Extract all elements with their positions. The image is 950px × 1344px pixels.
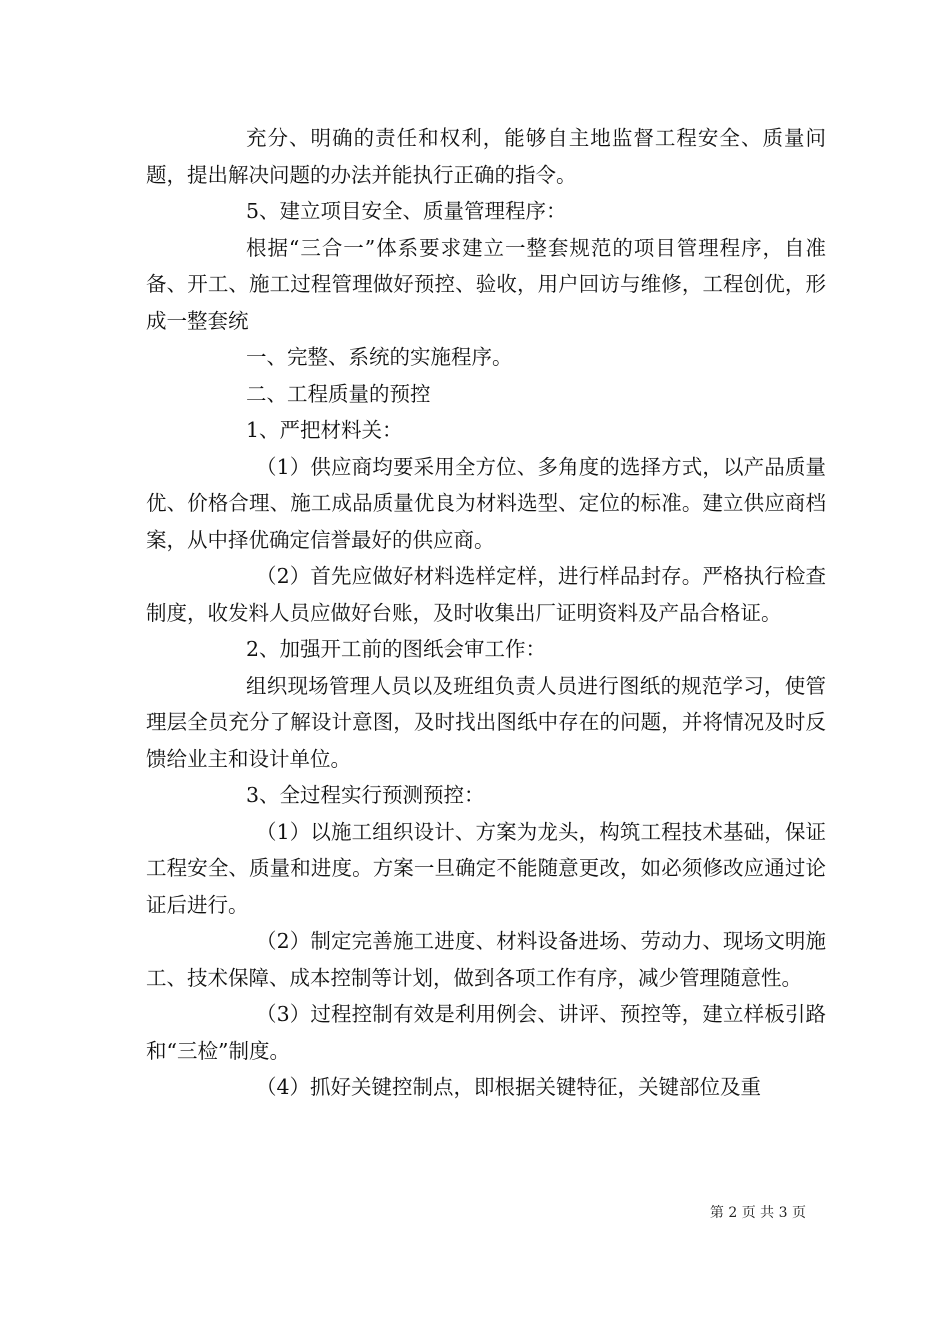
heading-drawing-review: 2、加强开工前的图纸会审工作： — [246, 637, 547, 661]
paragraph-material-sampling: （2）首先应做好材料选样定样，进行样品封存。严格执行检查制度，收发料人员应做好台账，及时收集出厂证明资料及产品合格证。 — [146, 564, 826, 625]
paragraph-management-procedure: 根据“三合一”体系要求建立一整套规范的项目管理程序，自准备、开工、施工过程管理做好预控、验收，用户回访与维修，工程创优，形成一整套统 — [146, 235, 826, 333]
paragraph-construction-design: （1）以施工组织设计、方案为龙头，构筑工程技术基础，保证工程安全、质量和进度。方案一旦确定不能随意更改，如必须修改应通过论证后进行。 — [146, 819, 826, 917]
document-body — [146, 120, 826, 1106]
paragraph-supplier-selection: （1）供应商均要采用全方位、多角度的选择方式，以产品质量优、价格合理、施工成品质量优良为材料选型、定位的标准。建立供应商档案，从中择优确定信誉最好的供应商。 — [146, 454, 826, 552]
paragraph-drawing-study: 组织现场管理人员以及班组负责人员进行图纸的规范学习，使管理层全员充分了解设计意图，及时找出图纸中存在的问题，并将情况及时反馈给业主和设计单位。 — [146, 673, 826, 771]
heading-material-control: 1、严把材料关： — [246, 418, 403, 442]
heading-quality-precontrol: 二、工程质量的预控 — [246, 381, 431, 406]
paragraph-planning: （2）制定完善施工进度、材料设备进场、劳动力、现场文明施工、技术保障、成本控制等计划，做到各项工作有序，减少管理随意性。 — [146, 929, 826, 990]
heading-safety-quality-procedure: 5、建立项目安全、质量管理程序： — [246, 199, 567, 223]
paragraph-key-control-points: （4）抓好关键控制点，即根据关键特征，关键部位及重 — [256, 1075, 762, 1099]
heading-full-process-precontrol: 3、全过程实行预测预控： — [246, 783, 485, 807]
paragraph-process-control: （3）过程控制有效是利用例会、讲评、预控等，建立样板引路和“三检”制度。 — [146, 1002, 826, 1063]
paragraph-responsibility: 充分、明确的责任和权利，能够自主地监督工程安全、质量问题，提出解决问题的办法并能执行正确的指令。 — [146, 126, 826, 187]
page-number-footer: 第 2 页 共 3 页 — [709, 1205, 806, 1221]
paragraph-implementation-procedure: 一、完整、系统的实施程序。 — [246, 345, 513, 369]
